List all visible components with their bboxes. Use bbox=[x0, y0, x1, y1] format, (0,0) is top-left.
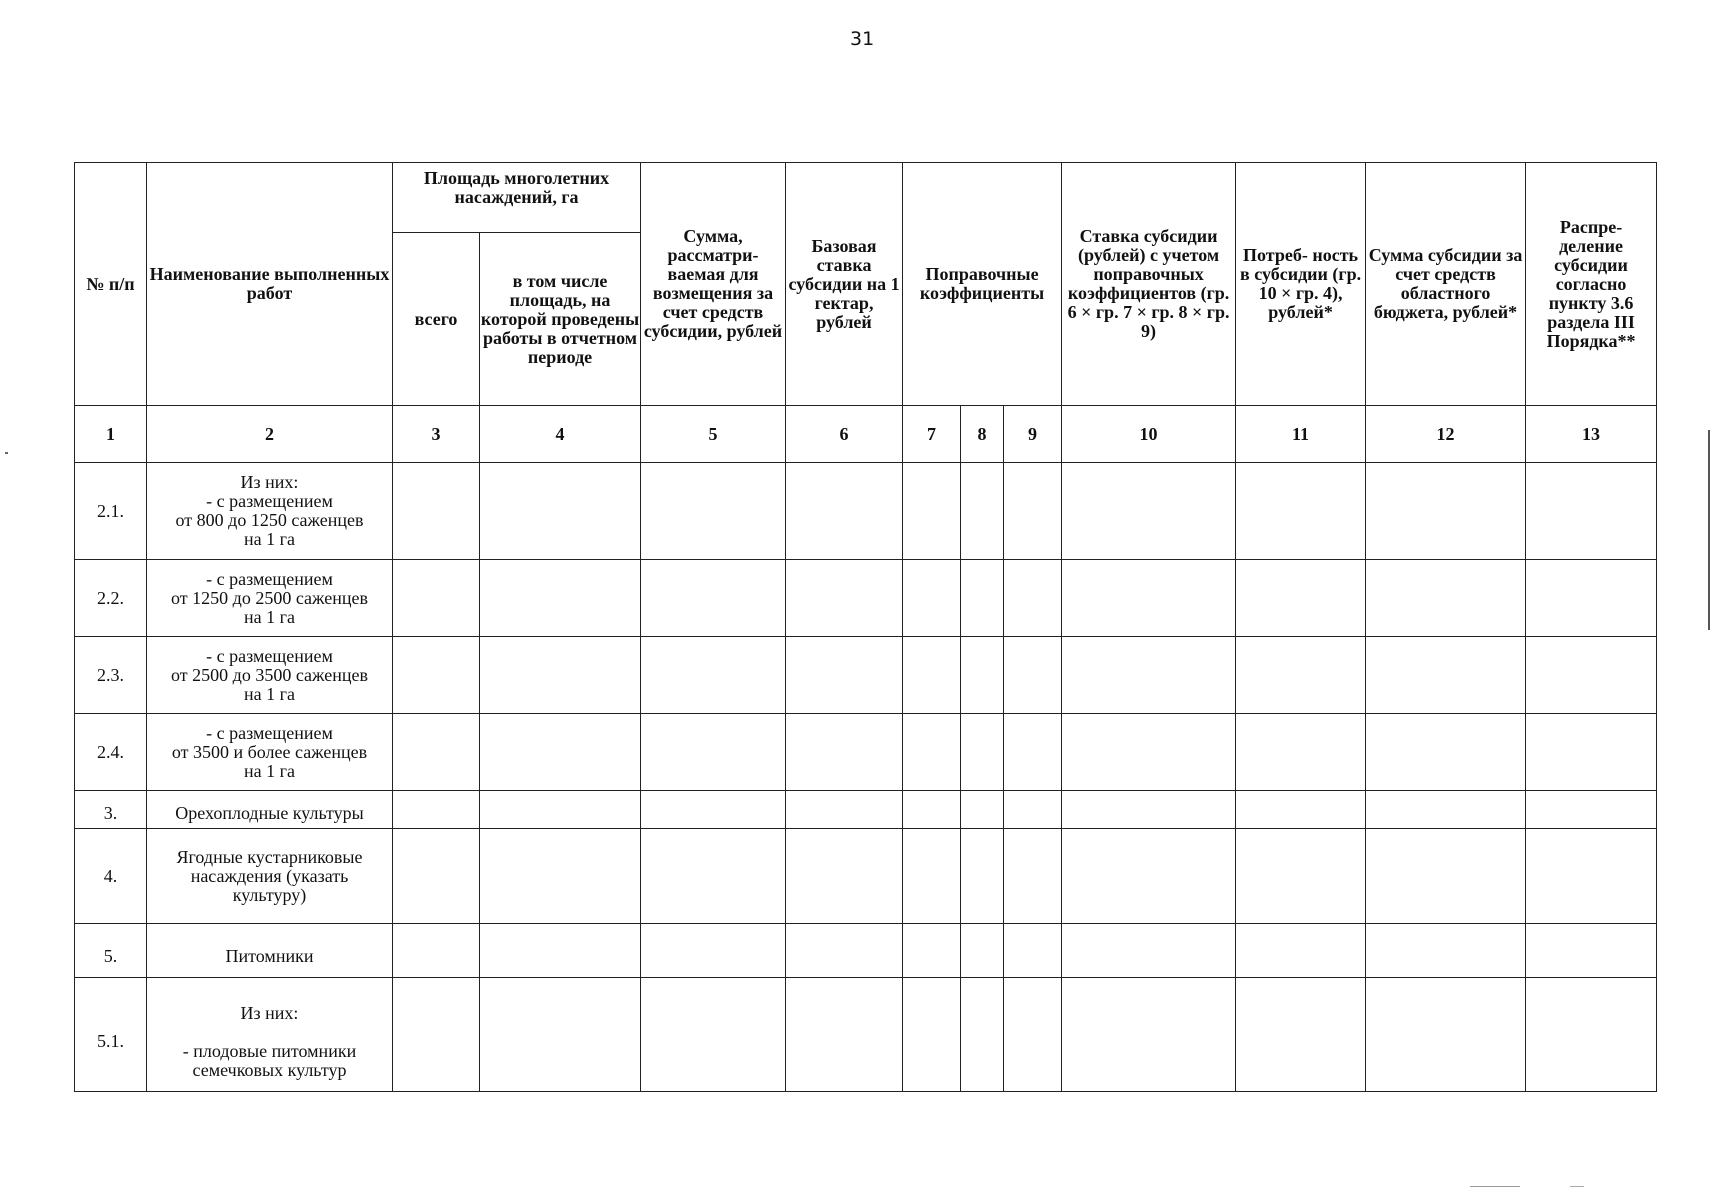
cell bbox=[1004, 829, 1062, 924]
table-row bbox=[75, 560, 1657, 637]
cell bbox=[786, 560, 903, 637]
column-number: 1 bbox=[75, 406, 147, 463]
cell bbox=[1004, 463, 1062, 560]
cell bbox=[641, 463, 786, 560]
cell bbox=[1236, 637, 1366, 714]
cell bbox=[786, 463, 903, 560]
row-name-line: от 2500 до 3500 саженцев bbox=[171, 664, 368, 685]
row-name bbox=[147, 714, 393, 791]
cell bbox=[903, 463, 961, 560]
cell bbox=[961, 637, 1004, 714]
table-body bbox=[75, 463, 1657, 1092]
header-area-incl: в том числе площадь, на которой проведены работы в отчетном периоде bbox=[480, 233, 641, 406]
cell bbox=[393, 714, 480, 791]
cell bbox=[1062, 560, 1236, 637]
cell bbox=[641, 829, 786, 924]
row-name bbox=[147, 463, 393, 560]
cell bbox=[1004, 714, 1062, 791]
cell bbox=[1004, 637, 1062, 714]
cell bbox=[903, 791, 961, 829]
cell bbox=[1366, 714, 1526, 791]
row-name bbox=[147, 560, 393, 637]
header-sum-considered: Сумма, рассматри- ваемая для возмещения за счет средств субсидии, рублей bbox=[641, 163, 786, 406]
row-name-line: - с размещением bbox=[206, 722, 333, 743]
row-name-line: - с размещением bbox=[206, 645, 333, 666]
row-name-line: семечковых культур bbox=[192, 1059, 347, 1080]
cell bbox=[961, 978, 1004, 1092]
row-name bbox=[147, 924, 393, 978]
cell bbox=[480, 463, 641, 560]
header-base-rate: Базовая ставка субсидии на 1 гектар, рублей bbox=[786, 163, 903, 406]
row-name-line: Питомники bbox=[225, 946, 314, 966]
cell bbox=[1526, 560, 1657, 637]
cell bbox=[393, 463, 480, 560]
column-number: 12 bbox=[1366, 406, 1526, 463]
subsidy-table bbox=[74, 162, 1657, 1092]
table-row bbox=[75, 791, 1657, 829]
row-name-line: Ягодные кустарниковые bbox=[176, 846, 363, 867]
row-name-line: - с размещением bbox=[206, 491, 333, 511]
cell bbox=[1526, 978, 1657, 1092]
cell bbox=[1366, 791, 1526, 829]
row-number: 3. bbox=[75, 791, 147, 829]
cell bbox=[786, 791, 903, 829]
cell bbox=[393, 791, 480, 829]
cell bbox=[393, 829, 480, 924]
table-row bbox=[75, 714, 1657, 791]
cell bbox=[641, 791, 786, 829]
cell bbox=[903, 637, 961, 714]
row-name-line: насаждения (указать bbox=[190, 865, 349, 886]
cell bbox=[1236, 714, 1366, 791]
header-rate-adjusted: Ставка субсидии (рублей) с учетом поправочных коэффициентов (гр. 6 × гр. 7 × гр. 8 × гр. 9) bbox=[1062, 163, 1236, 406]
cell bbox=[393, 637, 480, 714]
row-name-line: на 1 га bbox=[244, 529, 295, 549]
cell bbox=[480, 714, 641, 791]
cell bbox=[1366, 924, 1526, 978]
cell bbox=[903, 714, 961, 791]
cell bbox=[1062, 637, 1236, 714]
row-name-line: на 1 га bbox=[244, 760, 295, 781]
cell bbox=[641, 714, 786, 791]
row-name bbox=[147, 791, 393, 829]
row-number: 5. bbox=[75, 924, 147, 978]
cell bbox=[903, 829, 961, 924]
cell bbox=[786, 924, 903, 978]
cell bbox=[1236, 978, 1366, 1092]
row-number: 4. bbox=[75, 829, 147, 924]
cell bbox=[641, 560, 786, 637]
table-row bbox=[75, 924, 1657, 978]
row-name-line: - с размещением bbox=[206, 568, 333, 589]
cell bbox=[1062, 829, 1236, 924]
column-number: 2 bbox=[147, 406, 393, 463]
cell bbox=[1526, 463, 1657, 560]
cell bbox=[480, 791, 641, 829]
header-distribution: Распре- деление субсидии согласно пункту 3.6 раздела III Порядка** bbox=[1526, 163, 1657, 406]
column-number: 11 bbox=[1236, 406, 1366, 463]
cell bbox=[641, 924, 786, 978]
table-row bbox=[75, 829, 1657, 924]
cell bbox=[1062, 924, 1236, 978]
header-need: Потреб- ность в субсидии (гр. 10 × гр. 4), рублей* bbox=[1236, 163, 1366, 406]
cell bbox=[961, 924, 1004, 978]
scan-mark bbox=[1470, 1186, 1520, 1187]
column-numbers-row bbox=[75, 406, 1657, 463]
row-number: 2.3. bbox=[75, 637, 147, 714]
row-name-line: на 1 га bbox=[244, 606, 295, 627]
cell bbox=[480, 560, 641, 637]
row-number: 5.1. bbox=[75, 978, 147, 1092]
cell bbox=[903, 924, 961, 978]
table-header bbox=[75, 163, 1657, 463]
table-row bbox=[75, 463, 1657, 560]
column-number: 5 bbox=[641, 406, 786, 463]
cell bbox=[1366, 978, 1526, 1092]
cell bbox=[393, 978, 480, 1092]
cell bbox=[1236, 560, 1366, 637]
cell bbox=[1236, 463, 1366, 560]
header-coefficients: Поправочные коэффициенты bbox=[903, 163, 1062, 406]
cell bbox=[903, 978, 961, 1092]
cell bbox=[393, 924, 480, 978]
cell bbox=[1236, 829, 1366, 924]
table-row bbox=[75, 637, 1657, 714]
cell bbox=[1366, 463, 1526, 560]
cell bbox=[961, 560, 1004, 637]
row-name bbox=[147, 829, 393, 924]
column-number: 8 bbox=[961, 406, 1004, 463]
cell bbox=[786, 714, 903, 791]
table-row bbox=[75, 978, 1657, 1092]
cell bbox=[480, 829, 641, 924]
cell bbox=[1004, 791, 1062, 829]
row-name-line: от 3500 и более саженцев bbox=[171, 741, 368, 762]
column-number: 9 bbox=[1004, 406, 1062, 463]
cell bbox=[1062, 714, 1236, 791]
row-number: 2.1. bbox=[75, 463, 147, 560]
cell bbox=[480, 924, 641, 978]
cell bbox=[1062, 463, 1236, 560]
row-name-line: культуру) bbox=[232, 884, 307, 905]
cell bbox=[480, 978, 641, 1092]
cell bbox=[1236, 791, 1366, 829]
row-name-line: от 800 до 1250 саженцев bbox=[175, 510, 364, 530]
cell bbox=[961, 463, 1004, 560]
cell bbox=[961, 791, 1004, 829]
cell bbox=[1004, 924, 1062, 978]
cell bbox=[786, 978, 903, 1092]
cell bbox=[961, 714, 1004, 791]
column-number: 6 bbox=[786, 406, 903, 463]
cell bbox=[786, 829, 903, 924]
cell bbox=[1062, 978, 1236, 1092]
row-number: 2.2. bbox=[75, 560, 147, 637]
row-name-line: Орехоплодные культуры bbox=[175, 803, 364, 823]
cell bbox=[641, 978, 786, 1092]
scan-edge-mark bbox=[1708, 430, 1710, 630]
cell bbox=[1366, 637, 1526, 714]
page-number: 31 bbox=[850, 28, 875, 50]
row-number: 2.4. bbox=[75, 714, 147, 791]
cell bbox=[1062, 791, 1236, 829]
cell bbox=[1236, 924, 1366, 978]
cell bbox=[786, 637, 903, 714]
cell bbox=[1004, 560, 1062, 637]
scan-mark bbox=[1570, 1186, 1584, 1187]
cell bbox=[1526, 829, 1657, 924]
cell bbox=[641, 637, 786, 714]
header-num: № п/п bbox=[75, 163, 147, 406]
cell bbox=[480, 637, 641, 714]
cell bbox=[1526, 637, 1657, 714]
row-name-line: Из них: bbox=[240, 472, 299, 492]
cell bbox=[1004, 978, 1062, 1092]
cell bbox=[1526, 924, 1657, 978]
row-name-line: - плодовые питомники bbox=[182, 1040, 357, 1061]
column-number: 10 bbox=[1062, 406, 1236, 463]
row-name bbox=[147, 637, 393, 714]
row-name-line: от 1250 до 2500 саженцев bbox=[171, 587, 368, 608]
cell bbox=[1526, 791, 1657, 829]
cell bbox=[393, 560, 480, 637]
column-number: 7 bbox=[903, 406, 961, 463]
cell bbox=[1526, 714, 1657, 791]
header-name: Наименование выполненных работ bbox=[147, 163, 393, 406]
header-regional-sum: Сумма субсидии за счет средств областного бюджета, рублей* bbox=[1366, 163, 1526, 406]
row-name bbox=[147, 978, 393, 1092]
row-name-line: Из них: bbox=[240, 1002, 299, 1023]
scan-mark bbox=[5, 452, 8, 454]
cell bbox=[1366, 829, 1526, 924]
row-name-line: на 1 га bbox=[244, 683, 295, 704]
cell bbox=[961, 829, 1004, 924]
column-number: 4 bbox=[480, 406, 641, 463]
column-number: 13 bbox=[1526, 406, 1657, 463]
cell bbox=[903, 560, 961, 637]
header-area-total: всего bbox=[393, 233, 480, 406]
column-number: 3 bbox=[393, 406, 480, 463]
header-area-group: Площадь многолетних насаждений, га bbox=[393, 163, 641, 233]
cell bbox=[1366, 560, 1526, 637]
